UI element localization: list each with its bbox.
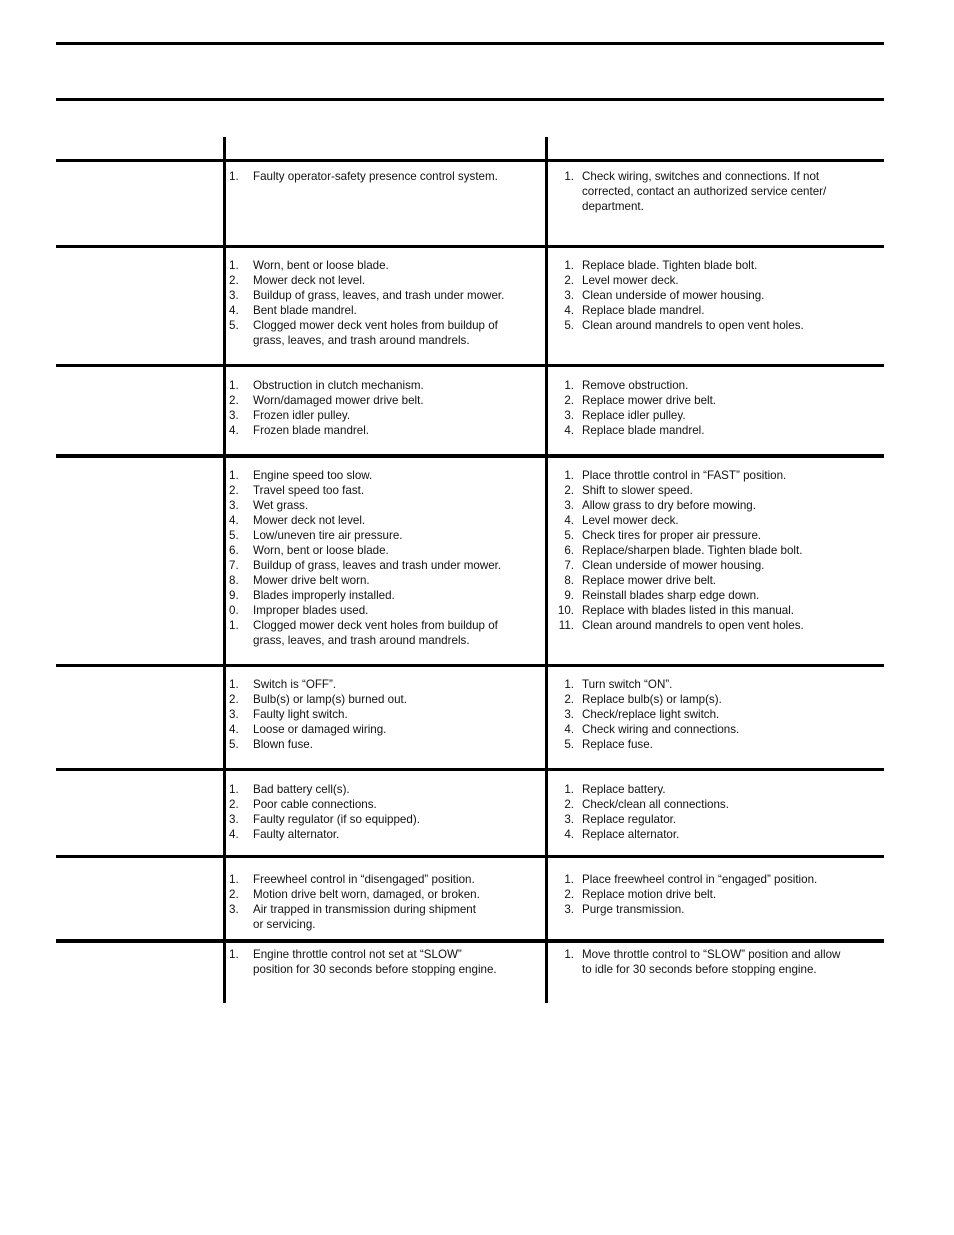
cause-item (229, 273, 504, 288)
cause-list (229, 378, 424, 438)
item-text: department. (582, 200, 644, 213)
item-text: Replace mower drive belt. (582, 394, 717, 407)
item-text: Poor cable connections. (253, 798, 377, 811)
cause-item (229, 782, 420, 797)
item-number: 1. (564, 379, 574, 392)
cause-item (229, 797, 420, 812)
item-number: 1. (229, 259, 239, 272)
item-text: Move throttle control to “SLOW” position and allow (582, 948, 841, 961)
item-number: 5. (564, 529, 574, 542)
item-text: Frozen blade mandrel. (253, 424, 369, 437)
remedy-item (556, 528, 804, 543)
item-number: 2. (564, 484, 574, 497)
cause-item (229, 677, 407, 692)
item-text: Level mower deck. (582, 514, 679, 527)
item-text: Loose or damaged wiring. (253, 723, 387, 736)
item-text: Replace with blades listed in this manual. (582, 604, 795, 617)
cause-item (229, 393, 424, 408)
item-number: 1. (564, 170, 574, 183)
cause-list (229, 872, 480, 932)
remedy-item (556, 782, 729, 797)
item-number: 1. (229, 619, 239, 632)
item-number: 2. (229, 484, 239, 497)
item-text: Turn switch “ON”. (582, 678, 673, 691)
remedy-item (556, 423, 716, 438)
item-text: Replace mower drive belt. (582, 574, 717, 587)
cause-item (229, 558, 501, 573)
item-number: 4. (229, 304, 239, 317)
item-number: 4. (229, 828, 239, 841)
item-number: 1. (229, 783, 239, 796)
cause-list (229, 782, 420, 842)
item-number: 1. (564, 469, 574, 482)
item-text: Bulb(s) or lamp(s) burned out. (253, 693, 408, 706)
item-text: Faulty operator-safety presence control system. (253, 170, 498, 183)
item-text: grass, leaves, and trash around mandrels. (253, 334, 470, 347)
remedy-item (556, 573, 804, 588)
cause-item (229, 288, 504, 303)
remedy-item (556, 303, 804, 318)
item-number: 8. (229, 574, 239, 587)
item-number: 2. (229, 888, 239, 901)
item-number: 2. (564, 394, 574, 407)
remedy-item (556, 558, 804, 573)
cause-item (229, 408, 424, 423)
item-text: Clean underside of mower housing. (582, 559, 765, 572)
cause-list (229, 468, 501, 648)
item-number: 1. (229, 170, 239, 183)
item-text: Clogged mower deck vent holes from buildup of (253, 319, 498, 332)
item-number: 1. (229, 469, 239, 482)
row-divider (56, 855, 884, 858)
item-text: Motion drive belt worn, damaged, or broken. (253, 888, 480, 901)
item-number: 7. (229, 559, 239, 572)
remedy-item (556, 603, 804, 618)
item-number: 2. (229, 274, 239, 287)
cause-item (229, 258, 504, 273)
item-number: 3. (229, 708, 239, 721)
item-text: Clogged mower deck vent holes from buildup of (253, 619, 498, 632)
remedy-item (556, 812, 729, 827)
item-text: Replace bulb(s) or lamp(s). (582, 693, 722, 706)
item-number: 1. (564, 259, 574, 272)
remedy-item (556, 318, 804, 333)
remedy-item (556, 288, 804, 303)
item-number: 4. (564, 514, 574, 527)
remedy-item (556, 483, 804, 498)
item-text: Buildup of grass, leaves and trash under mower. (253, 559, 502, 572)
remedy-item (556, 588, 804, 603)
remedy-item (556, 513, 804, 528)
row-divider (56, 768, 884, 771)
cause-item (229, 528, 501, 543)
item-number: 5. (564, 319, 574, 332)
item-number: 4. (564, 723, 574, 736)
cause-item (229, 827, 420, 842)
cause-item (229, 573, 501, 588)
cause-item (229, 423, 424, 438)
item-text: Replace idler pulley. (582, 409, 686, 422)
item-number: 5. (564, 738, 574, 751)
cause-item (229, 737, 407, 752)
remedy-item (556, 887, 817, 902)
item-text: corrected, contact an authorized service center/ (582, 185, 827, 198)
item-number: 3. (229, 903, 239, 916)
item-text: Replace regulator. (582, 813, 677, 826)
item-text: Clean around mandrels to open vent holes. (582, 319, 804, 332)
item-number: 4. (229, 424, 239, 437)
item-text: Mower deck not level. (253, 274, 366, 287)
item-text: Check wiring and connections. (582, 723, 740, 736)
remedy-item (556, 737, 739, 752)
item-text: Engine speed too slow. (253, 469, 373, 482)
item-number: 4. (229, 514, 239, 527)
remedy-list (556, 258, 804, 333)
item-text: Freewheel control in “disengaged” position. (253, 873, 475, 886)
item-number: 9. (564, 589, 574, 602)
item-text: Obstruction in clutch mechanism. (253, 379, 424, 392)
item-text: Bad battery cell(s). (253, 783, 350, 796)
row-divider (56, 159, 884, 162)
item-text: Replace fuse. (582, 738, 653, 751)
item-number: 1. (564, 948, 574, 961)
item-text: Place freewheel control in “engaged” position. (582, 873, 818, 886)
item-number: 1. (564, 678, 574, 691)
item-number: 10. (557, 604, 574, 617)
item-text: Purge transmission. (582, 903, 685, 916)
header-top-rule (56, 42, 884, 45)
item-number: 11. (558, 619, 574, 632)
item-number: 4. (564, 828, 574, 841)
item-text: Bent blade mandrel. (253, 304, 357, 317)
item-text: position for 30 seconds before stopping engine. (253, 963, 497, 976)
item-text: Frozen idler pulley. (253, 409, 351, 422)
item-text: Engine throttle control not set at “SLOW” (253, 948, 462, 961)
cause-item (229, 603, 501, 618)
item-number: 3. (229, 499, 239, 512)
item-number: 4. (229, 723, 239, 736)
remedy-list (556, 872, 817, 917)
item-text: Blown fuse. (253, 738, 313, 751)
item-text: Replace motion drive belt. (582, 888, 717, 901)
item-text: Worn, bent or loose blade. (253, 544, 389, 557)
item-text: Switch is “OFF”. (253, 678, 337, 691)
item-text: Clean around mandrels to open vent holes. (582, 619, 804, 632)
item-number: 5. (229, 319, 239, 332)
item-number: 2. (564, 693, 574, 706)
item-text: Faulty regulator (if so equipped). (253, 813, 420, 826)
item-text: Worn/damaged mower drive belt. (253, 394, 424, 407)
item-text: Allow grass to dry before mowing. (582, 499, 756, 512)
cause-item (229, 543, 501, 558)
item-text: Buildup of grass, leaves, and trash under mower. (253, 289, 505, 302)
item-number: 3. (564, 499, 574, 512)
cause-item (229, 812, 420, 827)
item-text: grass, leaves, and trash around mandrels. (253, 634, 470, 647)
remedy-list (556, 378, 716, 438)
item-number: 3. (564, 813, 574, 826)
item-number: 2. (564, 798, 574, 811)
item-text: Check tires for proper air pressure. (582, 529, 762, 542)
item-text: Check/clean all connections. (582, 798, 729, 811)
remedy-list (556, 947, 840, 977)
item-number: 5. (229, 529, 239, 542)
row-divider (56, 939, 884, 943)
item-number: 0. (229, 604, 239, 617)
item-text: Blades improperly installed. (253, 589, 395, 602)
item-number: 2. (229, 798, 239, 811)
remedy-item (556, 947, 840, 977)
cause-list (229, 947, 497, 977)
item-text: Faulty alternator. (253, 828, 340, 841)
cause-item (229, 498, 501, 513)
item-text: Reinstall blades sharp edge down. (582, 589, 760, 602)
remedy-item (556, 258, 804, 273)
item-number: 3. (564, 289, 574, 302)
header-bottom-rule (56, 98, 884, 101)
item-text: Faulty light switch. (253, 708, 348, 721)
item-number: 3. (564, 409, 574, 422)
remedy-item (556, 408, 716, 423)
item-text: Replace/sharpen blade. Tighten blade bolt. (582, 544, 803, 557)
item-text: Replace battery. (582, 783, 666, 796)
remedy-item (556, 378, 716, 393)
item-text: Shift to slower speed. (582, 484, 693, 497)
cause-item (229, 378, 424, 393)
item-number: 1. (229, 948, 239, 961)
item-number: 1. (229, 873, 239, 886)
item-text: Worn, bent or loose blade. (253, 259, 389, 272)
item-number: 3. (564, 903, 574, 916)
remedy-item (556, 902, 817, 917)
item-number: 1. (229, 678, 239, 691)
item-number: 7. (564, 559, 574, 572)
cause-item (229, 303, 504, 318)
row-divider (56, 245, 884, 248)
cause-item (229, 169, 498, 184)
remedy-item (556, 872, 817, 887)
item-number: 4. (564, 424, 574, 437)
item-text: Check/replace light switch. (582, 708, 720, 721)
cause-item (229, 588, 501, 603)
item-text: Travel speed too fast. (253, 484, 365, 497)
item-text: Mower drive belt worn. (253, 574, 370, 587)
remedy-item (556, 677, 739, 692)
item-text: or servicing. (253, 918, 316, 931)
item-text: Low/uneven tire air pressure. (253, 529, 403, 542)
item-number: 2. (564, 888, 574, 901)
item-number: 9. (229, 589, 239, 602)
cause-item (229, 887, 480, 902)
remedy-item (556, 797, 729, 812)
remedy-item (556, 692, 739, 707)
item-text: Replace alternator. (582, 828, 680, 841)
remedy-list (556, 468, 804, 633)
item-number: 3. (229, 409, 239, 422)
remedy-list (556, 169, 826, 214)
remedy-item (556, 498, 804, 513)
item-text: Place throttle control in “FAST” position. (582, 469, 787, 482)
item-text: to idle for 30 seconds before stopping engine. (582, 963, 817, 976)
column-divider-causes (223, 137, 226, 1003)
item-number: 6. (564, 544, 574, 557)
item-number: 2. (229, 693, 239, 706)
cause-item (229, 902, 480, 932)
item-text: Improper blades used. (253, 604, 369, 617)
cause-item (229, 468, 501, 483)
cause-item (229, 707, 407, 722)
remedy-item (556, 722, 739, 737)
remedy-item (556, 468, 804, 483)
cause-item (229, 618, 501, 648)
cause-list (229, 258, 504, 348)
row-divider (56, 454, 884, 458)
remedy-item (556, 827, 729, 842)
remedy-item (556, 169, 826, 214)
remedy-item (556, 273, 804, 288)
item-text: Mower deck not level. (253, 514, 366, 527)
remedy-item (556, 618, 804, 633)
item-number: 2. (229, 394, 239, 407)
remedy-item (556, 543, 804, 558)
item-text: Remove obstruction. (582, 379, 689, 392)
item-text: Air trapped in transmission during shipment (253, 903, 476, 916)
item-text: Clean underside of mower housing. (582, 289, 765, 302)
item-text: Replace blade. Tighten blade bolt. (582, 259, 758, 272)
item-text: Replace blade mandrel. (582, 424, 705, 437)
item-text: Check wiring, switches and connections. If not (582, 170, 820, 183)
cause-item (229, 947, 497, 977)
item-number: 4. (564, 304, 574, 317)
cause-list (229, 677, 407, 752)
cause-item (229, 722, 407, 737)
remedy-list (556, 677, 739, 752)
item-number: 1. (564, 783, 574, 796)
cause-item (229, 692, 407, 707)
item-number: 1. (564, 873, 574, 886)
cause-item (229, 483, 501, 498)
item-number: 3. (229, 813, 239, 826)
row-divider (56, 364, 884, 367)
item-number: 5. (229, 738, 239, 751)
item-number: 3. (229, 289, 239, 302)
item-text: Level mower deck. (582, 274, 679, 287)
cause-item (229, 513, 501, 528)
row-divider (56, 664, 884, 667)
item-number: 8. (564, 574, 574, 587)
remedy-item (556, 393, 716, 408)
remedy-item (556, 707, 739, 722)
cause-list (229, 169, 498, 184)
item-number: 2. (564, 274, 574, 287)
column-divider-remedies (545, 137, 548, 1003)
remedy-list (556, 782, 729, 842)
item-number: 1. (229, 379, 239, 392)
item-text: Replace blade mandrel. (582, 304, 705, 317)
cause-item (229, 872, 480, 887)
cause-item (229, 318, 504, 348)
item-number: 6. (229, 544, 239, 557)
item-number: 3. (564, 708, 574, 721)
item-text: Wet grass. (253, 499, 309, 512)
